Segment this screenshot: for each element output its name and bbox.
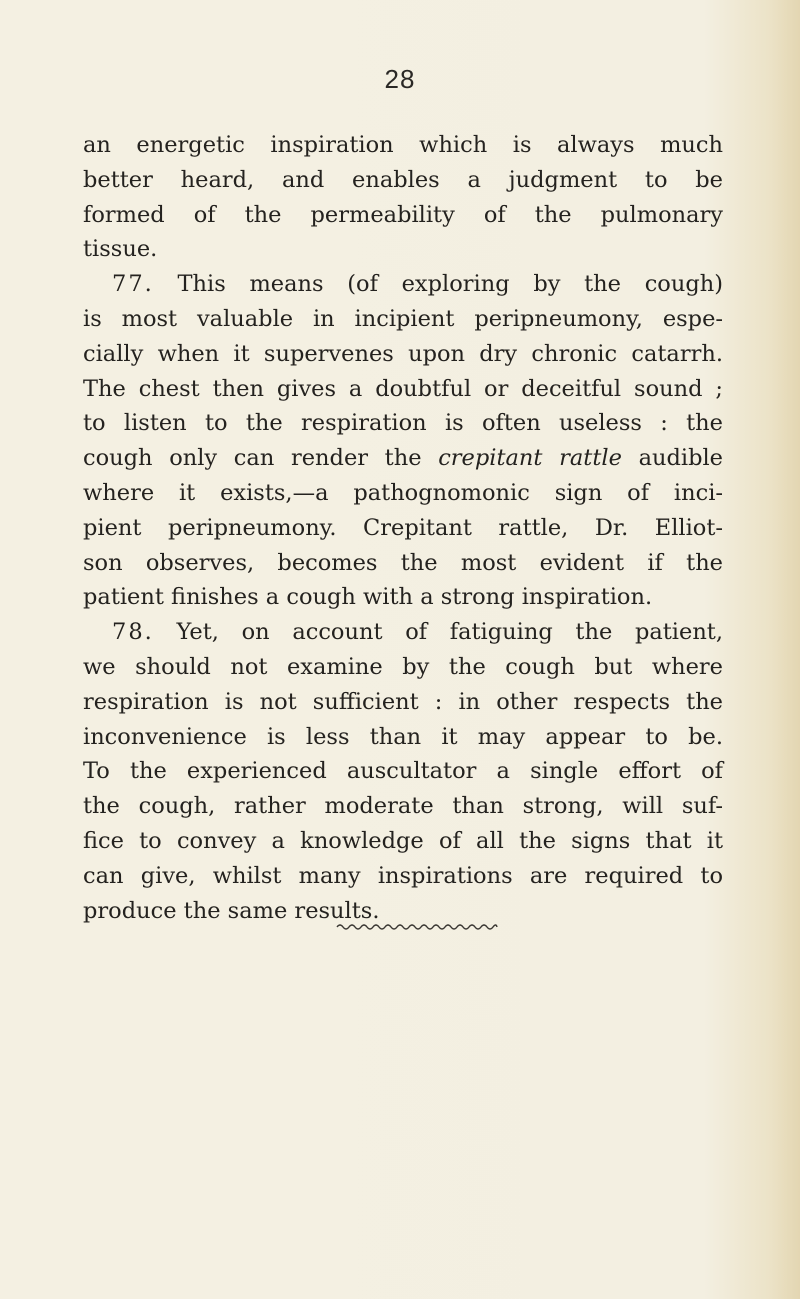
wavy-rule-ornament xyxy=(335,922,499,932)
crepitant-before: cough only can render the xyxy=(83,445,422,472)
text-line: patient finishes a cough with a strong inspiration. xyxy=(83,584,653,611)
crepitant-rattle-italic: crepitant rattle xyxy=(438,445,622,472)
text-line: we should not examine by the cough but where xyxy=(83,653,723,680)
text-line: better heard, and enables a judgment to be xyxy=(83,166,723,193)
text-line: To the experienced auscultator a single effort of xyxy=(83,758,723,785)
text-line: pient peripneumony. Crepitant rattle, Dr. Elliot- xyxy=(83,514,723,541)
text-line: The chest then gives a doubtful or deceitful sound ; xyxy=(83,375,723,402)
text-line: can give, whilst many inspirations are required to xyxy=(83,862,723,889)
paragraph-78-first-line xyxy=(83,615,723,650)
text-line: respiration is not sufficient : in other respects the xyxy=(83,688,723,715)
paragraph-number-77: 77. xyxy=(112,271,154,298)
paragraph-number-78: 78. xyxy=(112,619,154,646)
text-line: the cough, rather moderate than strong, will suf- xyxy=(83,793,723,820)
page-number: 28 xyxy=(384,64,416,94)
text-line: cially when it supervenes upon dry chronic catarrh. xyxy=(83,340,723,367)
text-line-crepitant xyxy=(83,441,723,476)
text-line: where it exists,—a pathognomonic sign of inci- xyxy=(83,479,723,506)
paragraph-77-text: This means (of exploring by the cough) xyxy=(177,271,724,298)
text-line: formed of the permeability of the pulmonary xyxy=(83,201,723,228)
body-text xyxy=(83,128,723,928)
text-line: inconvenience is less than it may appear to be. xyxy=(83,723,723,750)
text-line: produce the same results. xyxy=(83,897,380,924)
paragraph-78-text: Yet, on account of fatiguing the patient, xyxy=(176,619,723,646)
text-line: an energetic inspiration which is always much xyxy=(83,132,723,158)
text-line: to listen to the respiration is often useless : the xyxy=(83,410,723,437)
text-line: tissue. xyxy=(83,236,158,263)
text-line: son observes, becomes the most evident if the xyxy=(83,549,723,576)
text-line: is most valuable in incipient peripneumony, espe- xyxy=(83,305,723,332)
crepitant-after: audible xyxy=(638,445,723,472)
text-line: fice to convey a knowledge of all the signs that it xyxy=(83,827,723,854)
paragraph-77-first-line xyxy=(83,267,723,302)
